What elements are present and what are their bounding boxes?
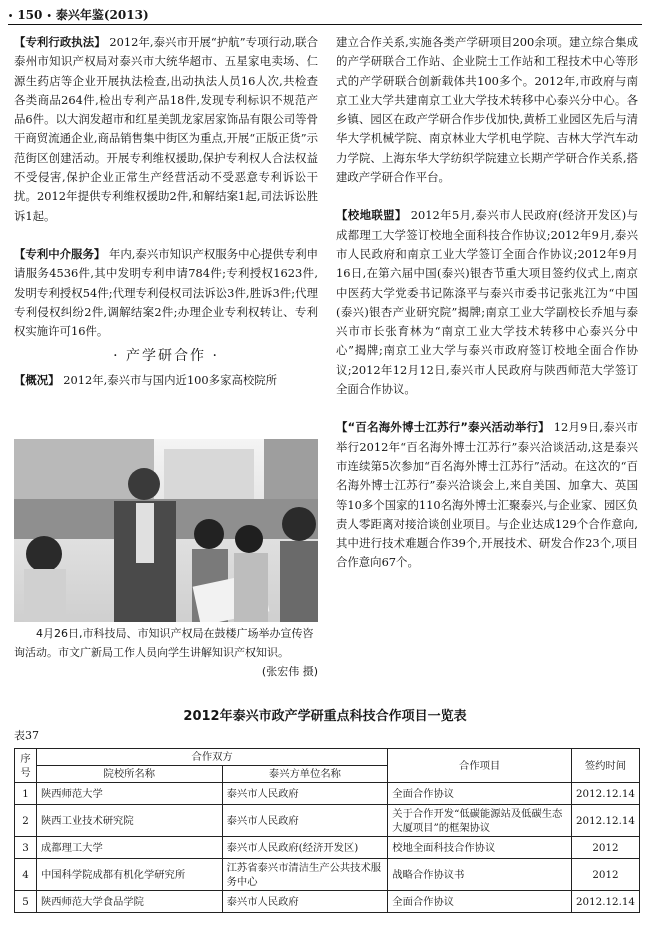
cell-institution: 成都理工大学 [36,837,222,859]
cell-project: 战略合作协议书 [388,859,572,891]
cell-institution: 陕西师范大学 [36,783,222,805]
photo-caption [14,624,318,681]
patent-agency-text: 年内,泰兴市知识产权服务中心提供专利申请服务4536件,其中发明专利申请784件;专利授权1623件,发明专利授权54件;代理专利侵权司法诉讼3件,胜诉3件;代理专利侵权纠纷2件,调解结案2件;办理企业专利权转让、专利权实施许可16件。 [14,246,318,339]
table-row [15,805,640,837]
table-row [15,859,640,891]
section-title-text: 产学研合作 [126,348,206,365]
table-header-row [15,749,640,766]
left-column [14,33,318,390]
patent-enforcement-paragraph [14,33,318,226]
school-alliance-tag: 【校地联盟】 [336,208,407,223]
patent-agency-tag: 【专利中介服务】 [14,246,106,261]
cell-unit: 泰兴市人民政府 [222,783,388,805]
cell-project: 校地全面科技合作协议 [388,837,572,859]
photo-credit: (张宏伟 摄) [261,665,318,678]
header-date: 签约时间 [571,749,639,783]
cell-seq: 2 [15,805,37,837]
cell-unit: 泰兴市人民政府 [222,891,388,913]
cell-unit: 泰兴市人民政府(经济开发区) [222,837,388,859]
overview-tag: 【概况】 [14,372,60,387]
cell-project: 全面合作协议 [388,783,572,805]
table-row [15,837,640,859]
cell-date: 2012 [571,859,639,891]
table-title: 2012年泰兴市政产学研重点科技合作项目一览表 [183,709,467,724]
header-project: 合作项目 [388,749,572,783]
cell-seq: 3 [15,837,37,859]
cell-institution: 陕西工业技术研究院 [36,805,222,837]
cell-institution: 中国科学院成都有机化学研究所 [36,859,222,891]
header-institution: 院校所名称 [36,766,222,783]
cell-unit: 江苏省泰兴市清洁生产公共技术服务中心 [222,859,388,891]
overview-continued: 建立合作关系,实施各类产学研项目200余项。建立综合集成的产学研联合工作站、企业院士工作站和工程技术中心等形式的产学研联合创新载体共100多个。2012年,市政府与南京工业大学共建南京工业大学技术转移中心泰兴分中心。各乡镇、园区在政产学研合作步伐加快,黄桥工业园区先后与清华大学机械学院、南京林业大学机电学院、吉林大学汽车动力学院、上海东华大学纺织学院建立长期产学研合作关系,搭建政产学研合作平台。 [336,35,638,185]
cell-project: 全面合作协议 [388,891,572,913]
cell-seq: 5 [15,891,37,913]
cell-seq: 1 [15,783,37,805]
overview-paragraph [14,371,318,390]
table-row [15,783,640,805]
school-alliance-paragraph [336,206,638,399]
photo-caption-text: 4月26日,市科技局、市知识产权局在鼓楼广场举办宣传咨询活动。市文广新局工作人员向学生讲解知识产权知识。 [14,627,314,659]
cooperation-table [14,748,640,913]
book-title: 泰兴年鉴(2013) [55,8,149,22]
doctors-event-tag: 【“百名海外博士江苏行”泰兴活动举行】 [336,420,550,435]
cell-date: 2012.12.14 [571,805,639,837]
cell-date: 2012.12.14 [571,891,639,913]
school-alliance-text: 2012年5月,泰兴市人民政府(经济开发区)与成都理工大学签订校地全面科技合作协议;2012年9月,泰兴市人民政府和南京工业大学签订全面合作协议;2012年9月16日,在第六届中国(泰兴)银杏节重大项目签约仪式上,南京中医药大学党委书记陈涤平与泰兴市委书记张兆江为“中国(泰兴)银杏产业研究院”揭牌;南京工业大学副校长乔旭与泰兴市市长张育林为“南京工业大学技术转移中心泰兴分中心”揭牌;南京工业大学与泰兴市政府签订校地全面合作协议;2012年12月12日,泰兴市人民政府与陕西师范大学签订全面合作协议。 [336,208,638,397]
cell-seq: 4 [15,859,37,891]
header-taixing-unit: 泰兴方单位名称 [222,766,388,783]
page-header [8,4,642,24]
overview-text: 2012年,泰兴市与国内近100多家高校院所 [63,372,278,387]
header-parties: 合作双方 [36,749,387,766]
event-photo-image [14,439,318,622]
cell-unit: 泰兴市人民政府 [222,805,388,837]
cell-project: 关于合作开发“低碳能源站及低碳生态大厦项目”的框架协议 [388,805,572,837]
cell-institution: 陕西师范大学食品学院 [36,891,222,913]
page-number: 150 [17,8,43,22]
table-row [15,891,640,913]
right-column [336,33,638,573]
cell-date: 2012 [571,837,639,859]
event-photo [14,439,318,622]
section-title: · 产学研合作 · [113,348,219,365]
patent-agency-paragraph [14,245,318,341]
doctors-event-paragraph [336,418,638,572]
patent-enforcement-text: 2012年,泰兴市开展“护航”专项行动,联合泰州市知识产权局对泰兴市大统华超市、五星家电卖场、仁源生药店等企业开展执法检查,出动执法人员16人次,共检查各类商品264件,检出专利产品18件,发现专利标识不规范产品6件。以大润发超市和红星美凯龙家居家饰品有限公司等骨干商贸流通企业,商品销售集中街区为重点,开展“正版正货”示范街区创建活动。开展专利维权援助,保护专利权人合法权益不受侵害,保护企业正常生产经营活动不受恶意专利诉讼干扰。2012年提供专利维权援助2件,和解结案1起,司法诉讼胜诉1起。 [14,35,318,223]
patent-enforcement-tag: 【专利行政执法】 [14,35,106,49]
page-header-text: • 150 • 泰兴年鉴(2013) [8,8,149,22]
table-number: 表37 [14,729,39,742]
cell-date: 2012.12.14 [571,783,639,805]
header-seq: 序号 [15,749,37,783]
doctors-event-text: 12月9日,泰兴市举行2012年“百名海外博士江苏行”泰兴洽谈活动,这是泰兴市连续第5次参加“百名海外博士江苏行”活动。在这次的“百名海外博士江苏行”泰兴洽谈会上,来自美国、加拿大、英国等10多个国家的110名海外博士汇聚泰兴,与企业家、园区负责人零距离对接洽谈创业项目。与企业达成129个合作意向,其中进行技术难题合作39个,开展技术、研发合作23个,项目合作意向67个。 [336,420,638,570]
header-rule [8,24,642,25]
